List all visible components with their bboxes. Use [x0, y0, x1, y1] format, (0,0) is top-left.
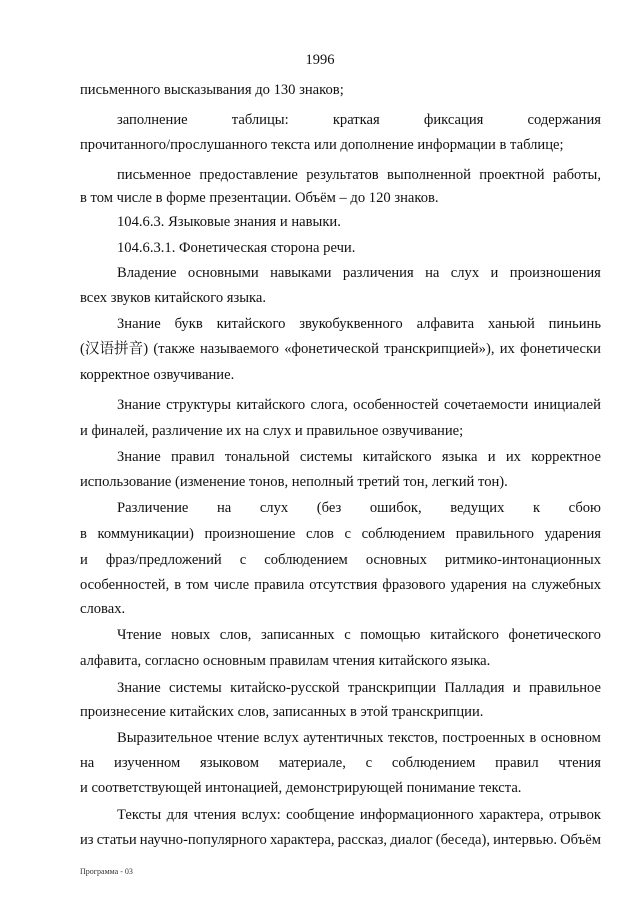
- text-word: Различение: [117, 500, 189, 516]
- text-word: звукобуквенного: [299, 316, 403, 332]
- text-line: в том числе в форме презентации. Объём – до 120 знаков.: [80, 190, 439, 206]
- text-word: Владение: [117, 265, 177, 281]
- text-word: Тексты: [117, 807, 162, 823]
- text-word: структуры: [166, 397, 231, 413]
- text-word: правил: [495, 755, 539, 771]
- text-word: правил: [170, 449, 215, 465]
- text-word: ударения: [544, 526, 601, 542]
- text-word: навыками: [270, 265, 332, 281]
- text-line: [117, 625, 601, 645]
- text-word: пиньинь: [548, 316, 601, 332]
- text-word: слух: [259, 500, 289, 516]
- text-word: ведущих: [450, 500, 505, 516]
- text-word: ханьюй: [488, 316, 535, 332]
- text-word: записанных: [261, 627, 335, 643]
- text-word: слога,: [310, 397, 348, 413]
- text-word: различения: [342, 265, 414, 281]
- text-word: называемого: [200, 341, 279, 357]
- text-word: соблюдением: [361, 526, 446, 542]
- text-word: и: [490, 265, 499, 281]
- text-word: сочетаемости: [444, 397, 529, 413]
- text-line: [117, 805, 601, 825]
- text-word: «фонетической: [284, 341, 379, 357]
- text-word: результатов: [306, 167, 379, 183]
- text-word: отсутствия: [309, 577, 378, 593]
- text-line: и соответствующей интонацией, демонстрирующей понимание текста.: [80, 780, 522, 796]
- text-word: алфавита: [416, 316, 475, 332]
- text-line: и финалей, различение их на слух и правильное озвучивание;: [80, 423, 464, 439]
- text-word: правильного: [455, 526, 534, 542]
- text-line: [117, 165, 601, 185]
- text-word: китайского: [216, 316, 286, 332]
- text-word: их: [505, 449, 521, 465]
- text-word: (без: [316, 500, 342, 516]
- text-word: рассказ,: [337, 832, 388, 848]
- text-word: в: [529, 730, 537, 746]
- text-word: фраз/предложений: [105, 552, 222, 568]
- text-word: на: [512, 577, 527, 593]
- text-line: [117, 110, 601, 130]
- text-word: в: [80, 526, 87, 542]
- text-line: 104.6.3.1. Фонетическая сторона речи.: [117, 240, 356, 256]
- text-word: содержания: [527, 112, 601, 128]
- text-word: ударения: [450, 577, 508, 593]
- text-word: слов,: [219, 627, 252, 643]
- text-word: служебных: [531, 577, 601, 593]
- text-word: основными: [187, 265, 259, 281]
- text-word: (также: [153, 341, 195, 357]
- text-line: произнесение китайских слов, записанных в этой транскрипции.: [80, 704, 484, 720]
- text-word: и: [487, 449, 496, 465]
- text-word: и: [512, 680, 521, 696]
- text-word: языковом: [200, 755, 259, 771]
- text-word: на: [425, 265, 440, 281]
- text-word: изученном: [114, 755, 181, 771]
- text-word: китайского: [236, 397, 306, 413]
- text-word: коммуникации): [97, 526, 194, 542]
- text-word: китайского: [430, 627, 499, 643]
- text-word: характера,: [479, 807, 544, 823]
- text-word: особенностей: [353, 397, 439, 413]
- text-word: заполнение: [117, 112, 188, 128]
- text-line: [117, 447, 601, 467]
- text-word: на: [80, 755, 95, 771]
- text-word: интервью.: [493, 832, 557, 848]
- text-word: правила: [254, 577, 305, 593]
- text-word: с: [344, 627, 351, 643]
- text-word: письменное: [117, 167, 192, 183]
- text-word: диалог: [390, 832, 433, 848]
- text-word: Палладия: [444, 680, 505, 696]
- text-line: [80, 830, 601, 850]
- text-word: фразового: [382, 577, 446, 593]
- text-word: букв: [174, 316, 203, 332]
- text-line: алфавита, согласно основным правилам чтения китайского языка.: [80, 653, 491, 669]
- text-word: материале,: [278, 755, 346, 771]
- text-word: Знание: [117, 397, 161, 413]
- text-line: [80, 524, 601, 544]
- text-line: [117, 395, 601, 415]
- text-word: с: [239, 552, 247, 568]
- text-word: тональной: [224, 449, 290, 465]
- text-word: Объём: [560, 832, 601, 848]
- text-word: в: [174, 577, 182, 593]
- text-word: Знание: [117, 680, 161, 696]
- text-word: на: [216, 500, 232, 516]
- text-line: [117, 263, 601, 283]
- text-word: помощью: [360, 627, 421, 643]
- text-word: Чтение: [117, 627, 162, 643]
- text-word: вслух:: [241, 807, 281, 823]
- text-word: таблицы:: [231, 112, 289, 128]
- text-word: из: [80, 832, 94, 848]
- text-word: произношение: [204, 526, 296, 542]
- text-word: вслух: [263, 730, 299, 746]
- text-word: том: [186, 577, 209, 593]
- text-word: (汉语拼音): [80, 341, 149, 357]
- text-word: к: [533, 500, 541, 516]
- text-line: словах.: [80, 601, 126, 617]
- text-word: проектной: [479, 167, 545, 183]
- text-word: с: [344, 526, 352, 542]
- footer-label: Программа - 03: [80, 867, 133, 876]
- text-line: [117, 678, 601, 698]
- text-word: информационного: [359, 807, 474, 823]
- text-word: (беседа),: [435, 832, 491, 848]
- text-line: [80, 753, 601, 773]
- text-word: аутентичных: [303, 730, 384, 746]
- text-line: корректное озвучивание.: [80, 367, 235, 383]
- text-word: языка: [441, 449, 478, 465]
- text-word: транскрипцией»),: [384, 341, 495, 357]
- text-word: выполненной: [387, 167, 471, 183]
- text-word: построенных: [442, 730, 525, 746]
- text-word: фиксация: [423, 112, 484, 128]
- text-word: Выразительное: [117, 730, 213, 746]
- text-word: Знание: [117, 316, 161, 332]
- text-word: системы: [169, 680, 222, 696]
- text-word: слух: [450, 265, 480, 281]
- text-line: 104.6.3. Языковые знания и навыки.: [117, 214, 341, 230]
- text-line: [117, 498, 601, 518]
- text-word: системы: [299, 449, 353, 465]
- text-word: сообщение: [286, 807, 355, 823]
- text-word: инициалей: [533, 397, 601, 413]
- text-word: ошибок,: [369, 500, 422, 516]
- text-word: краткая: [332, 112, 380, 128]
- text-word: особенностей,: [80, 577, 170, 593]
- text-line: [117, 314, 601, 334]
- text-word: соблюдением: [264, 552, 348, 568]
- text-line: [80, 575, 601, 595]
- text-word: слов: [306, 526, 334, 542]
- text-word: числе: [213, 577, 250, 593]
- text-word: чтения: [193, 807, 237, 823]
- text-word: отрывок: [549, 807, 601, 823]
- text-word: китайско-русской: [230, 680, 340, 696]
- text-word: и: [80, 552, 88, 568]
- text-word: произношения: [509, 265, 601, 281]
- text-word: основных: [365, 552, 427, 568]
- text-word: чтения: [558, 755, 601, 771]
- text-word: ритмико-интонационных: [444, 552, 601, 568]
- text-line: прочитанного/прослушанного текста или дополнение информации в таблице;: [80, 137, 564, 153]
- text-line: [80, 550, 601, 570]
- text-word: соблюдением: [391, 755, 476, 771]
- text-word: правильное: [529, 680, 601, 696]
- text-word: фонетического: [508, 627, 601, 643]
- page-number: 1996: [305, 52, 335, 68]
- text-line: всех звуков китайского языка.: [80, 290, 267, 306]
- text-word: статьи: [96, 832, 137, 848]
- text-word: чтение: [216, 730, 260, 746]
- text-line: [80, 339, 601, 359]
- text-line: использование (изменение тонов, неполный третий тон, легкий тон).: [80, 474, 508, 490]
- text-word: научно-популярного: [139, 832, 267, 848]
- text-word: Знание: [117, 449, 161, 465]
- text-word: новых: [171, 627, 211, 643]
- text-line: [117, 728, 601, 748]
- text-word: китайского: [362, 449, 432, 465]
- text-word: транскрипции: [347, 680, 437, 696]
- text-word: основном: [540, 730, 601, 746]
- text-word: их: [499, 341, 515, 357]
- text-word: характера,: [269, 832, 335, 848]
- text-word: предоставление: [199, 167, 298, 183]
- text-word: с: [365, 755, 373, 771]
- text-word: для: [166, 807, 189, 823]
- text-word: работы,: [552, 167, 601, 183]
- text-word: текстов,: [387, 730, 438, 746]
- text-word: корректное: [531, 449, 601, 465]
- text-line: письменного высказывания до 130 знаков;: [80, 82, 344, 98]
- text-word: сбою: [568, 500, 601, 516]
- text-word: фонетически: [520, 341, 601, 357]
